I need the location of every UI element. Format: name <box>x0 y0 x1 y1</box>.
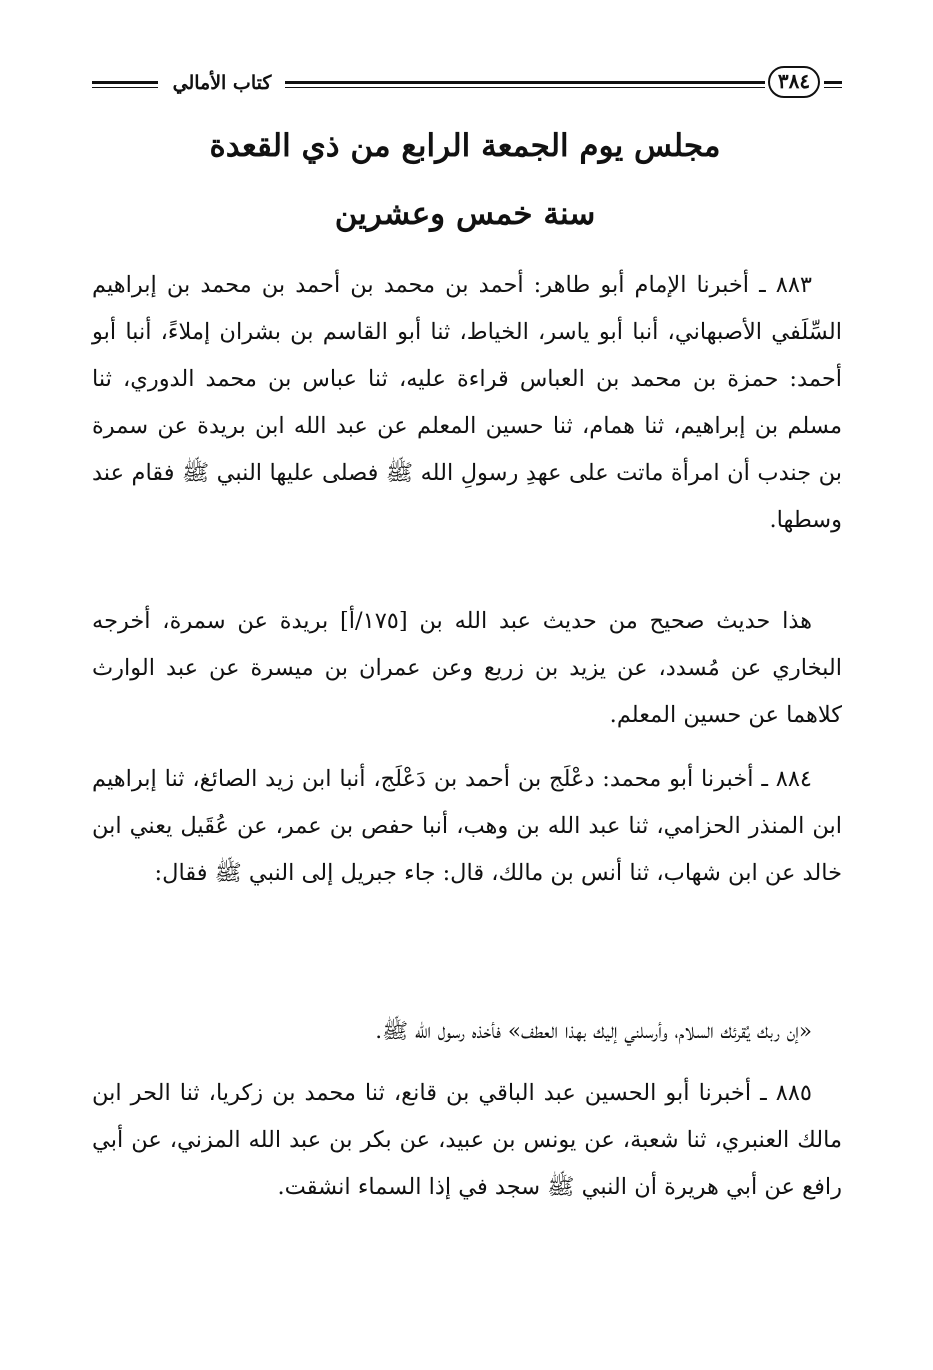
header-rule-left <box>92 81 158 88</box>
hadith-885: ٨٨٥ ـ أخبرنا أبو الحسين عبد الباقي بن قانع، ثنا محمد بن زكريا، ثنا الحر ابن مالك العنبري، ثنا شعبة، عن يونس بن عبيد، عن بكر بن عبد الله المزني، عن أبي رافع عن أبي هريرة أن النبي ﷺ سجد في إذا السماء انشقت. <box>92 1080 842 1200</box>
hadith-884: ٨٨٤ ـ أخبرنا أبو محمد: دعْلَج بن أحمد بن دَعْلَج، أنبا ابن زيد الصائغ، ثنا إبراهيم ابن المنذر الحزامي، ثنا عبد الله بن وهب، أنبا حفص بن عمر، عن عُقَيل يعني ابن خالد عن ابن شهاب، ثنا أنس بن مالك، قال: جاء جبريل إلى النبي ﷺ فقال: <box>92 766 842 886</box>
session-title: مجلس يوم الجمعة الرابع من ذي القعدة <box>209 128 721 164</box>
session-subtitle: سنة خمس وعشرين <box>334 196 596 232</box>
page-header <box>92 68 842 112</box>
hadith-883: ٨٨٣ ـ أخبرنا الإمام أبو طاهر: أحمد بن محمد بن أحمد بن محمد بن إبراهيم السِّلَفي الأصبهاني، أنبا أبو ياسر، الخياط، ثنا أبو القاسم بن بشران إملاءً، أنبا أبو أحمد: حمزة بن محمد بن العباس قراءة عليه، ثنا عباس بن محمد الدوري، ثنا مسلم بن إبراهيم، ثنا همام، ثنا حسين المعلم عن عبد الله ابن بريدة عن سمرة بن جندب أن امرأة ماتت على عهدِ رسولِ الله ﷺ فصلى عليها النبي ﷺ فقام عند وسطها. <box>92 272 842 533</box>
hadith-883-commentary: هذا حديث صحيح من حديث عبد الله بن [١٧٥/أ] بريدة عن سمرة، أخرجه البخاري عن مُسدد، عن يزيد بن زريع وعن عمران بن ميسرة عن عبد الوارث كلاهما عن حسين المعلم. <box>92 608 843 728</box>
running-title: كتاب الأمالي <box>172 72 272 94</box>
header-rule-right <box>824 81 842 88</box>
header-rule-middle <box>285 81 765 88</box>
hadith-884-quote: «إن ربك يُقرئك السلام، وأرسلني إليك بهذا العطف» فأخذه رسول الله ﷺ. <box>375 1019 812 1044</box>
page-number: ٣٨٤ <box>768 66 820 98</box>
